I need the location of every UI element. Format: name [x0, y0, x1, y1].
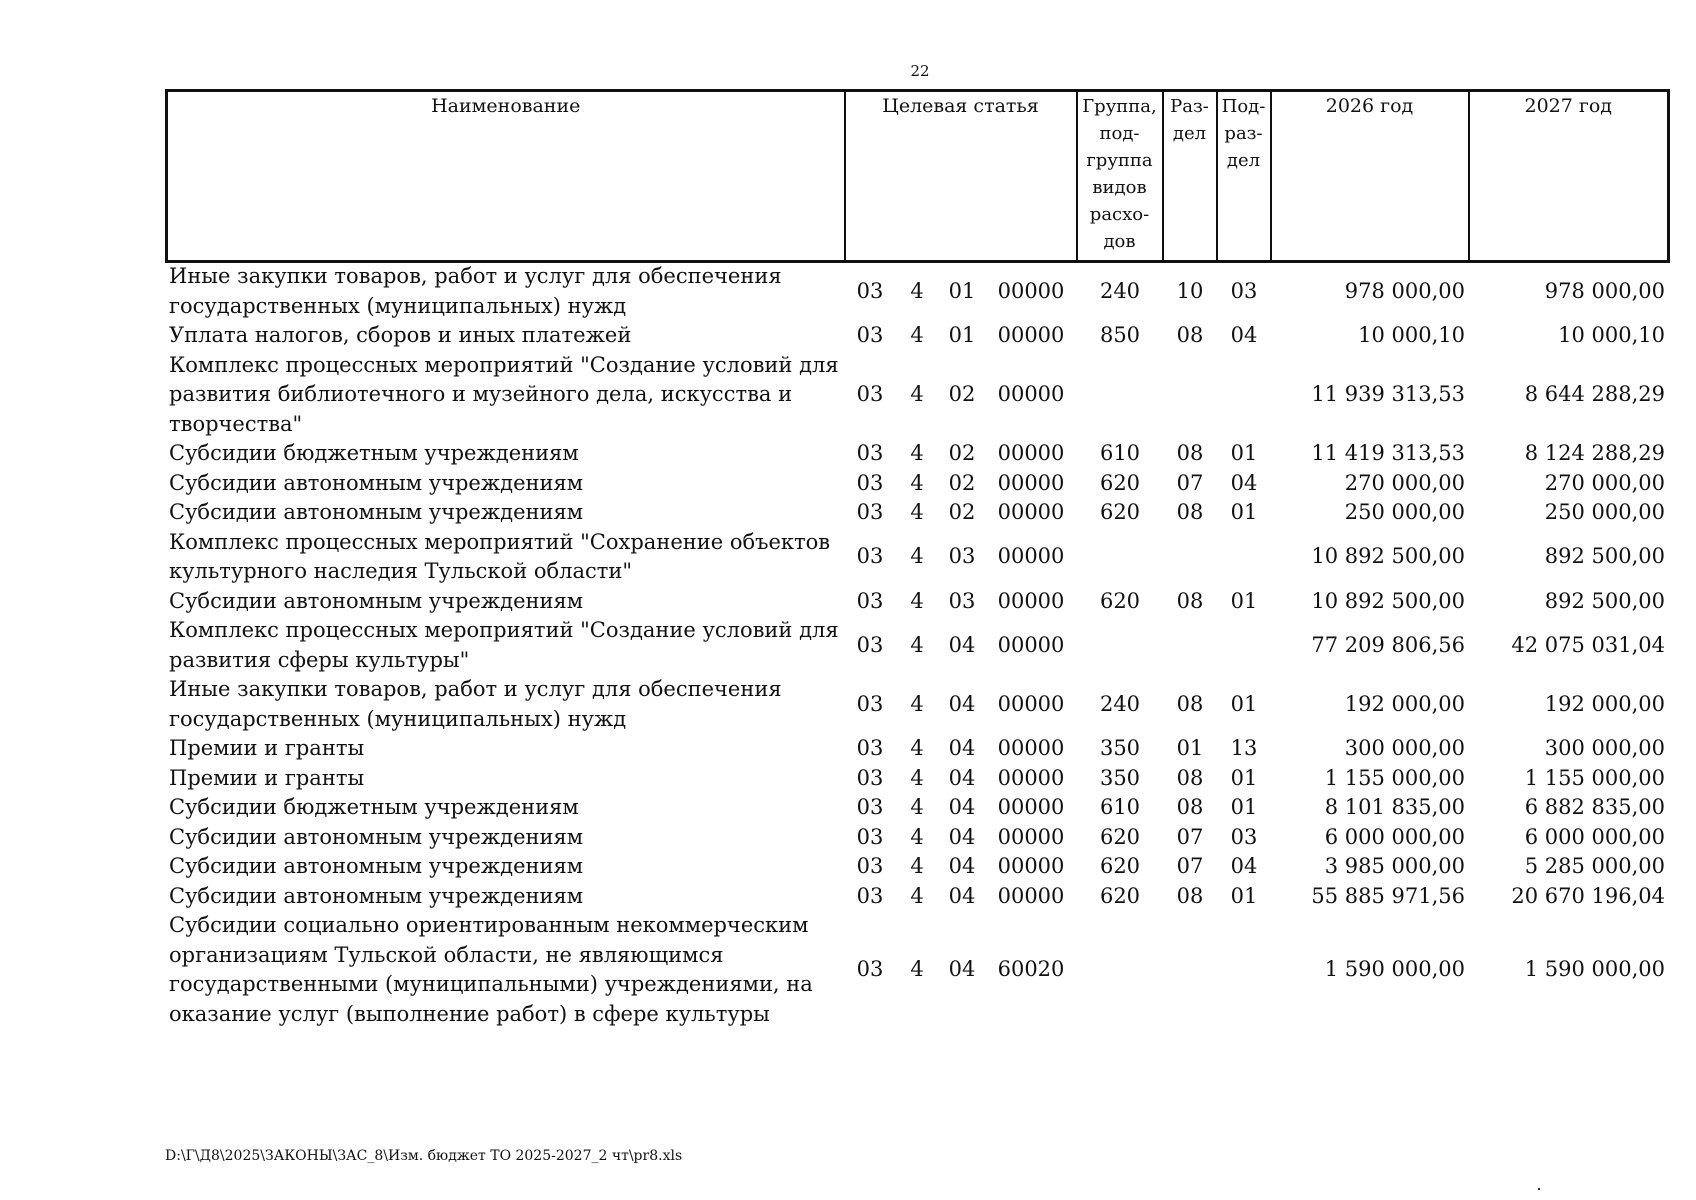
- expense-group: 620: [1099, 500, 1141, 524]
- target-article-program: 03: [856, 691, 884, 716]
- subsection: 04: [1230, 854, 1258, 878]
- target-article-program: 03: [856, 278, 884, 303]
- expense-group: 620: [1099, 470, 1141, 495]
- row-name: Комплекс процессных мероприятий "Сохранение объектов культурного наследия Тульской области": [169, 529, 831, 583]
- expense-group: 240: [1099, 278, 1141, 303]
- target-article-complex: 02: [948, 470, 976, 495]
- target-article-direction: 00000: [997, 544, 1065, 569]
- target-article-complex: 04: [948, 957, 976, 982]
- row-name: Комплекс процессных мероприятий "Создание условий для развития библиотечного и музейного дела, искусства и творчества": [169, 352, 839, 436]
- target-article-program: 03: [856, 765, 884, 790]
- target-article-complex: 04: [948, 691, 976, 716]
- target-article-program: 03: [856, 957, 884, 982]
- table-row: [165, 351, 1669, 440]
- expense-group: 620: [1099, 854, 1141, 878]
- amount-2026: 8 101 835,00: [1324, 795, 1465, 819]
- target-article-program: 03: [856, 883, 884, 908]
- target-article-program: 03: [856, 470, 884, 495]
- amount-2026: 77 209 806,56: [1311, 632, 1465, 657]
- target-article-direction: 00000: [997, 736, 1065, 760]
- target-article-complex: 04: [948, 765, 976, 790]
- section: 07: [1176, 854, 1204, 878]
- footer-file-path: D:\Г\Д8\2025\ЗАКОНЫ\ЗАС_8\Изм. бюджет ТО 2025-2027_2 чт\pr8.xls: [165, 1148, 683, 1164]
- amount-2027: 978 000,00: [1544, 278, 1665, 303]
- table-row: [165, 439, 1669, 469]
- row-name: Комплекс процессных мероприятий "Создание условий для развития сферы культуры": [169, 618, 839, 672]
- target-article-type: 4: [910, 382, 924, 406]
- target-article-program: 03: [856, 441, 884, 465]
- table-row: [165, 734, 1669, 764]
- target-article-direction: 00000: [997, 632, 1065, 657]
- amount-2026: 10 000,10: [1358, 323, 1465, 347]
- header-year-2026: 2026 год: [1271, 91, 1469, 262]
- target-article-direction: 00000: [997, 323, 1065, 347]
- table-row: [165, 882, 1669, 912]
- subsection: 01: [1230, 795, 1258, 819]
- amount-2026: 10 892 500,00: [1311, 588, 1465, 613]
- target-article-type: 4: [910, 957, 924, 982]
- table-row: [165, 262, 1669, 321]
- amount-2027: 42 075 031,04: [1511, 632, 1665, 657]
- subsection: 04: [1230, 323, 1258, 347]
- table-row: [165, 764, 1669, 794]
- row-name: Субсидии автономным учреждениям: [169, 500, 584, 524]
- amount-2027: 892 500,00: [1544, 588, 1665, 613]
- table-row: [165, 823, 1669, 853]
- row-name: Субсидии автономным учреждениям: [169, 824, 584, 849]
- section: 08: [1176, 500, 1204, 524]
- target-article-direction: 00000: [997, 883, 1065, 908]
- target-article-type: 4: [910, 824, 924, 849]
- target-article-program: 03: [856, 795, 884, 819]
- expense-group: [1077, 351, 1163, 440]
- section: 08: [1176, 588, 1204, 613]
- header-year-2027: 2027 год: [1469, 91, 1669, 262]
- expense-group: [1077, 528, 1163, 587]
- section: 08: [1176, 691, 1204, 716]
- target-article-program: 03: [856, 500, 884, 524]
- target-article-complex: 02: [948, 382, 976, 406]
- section: [1163, 911, 1217, 1029]
- subsection: [1217, 528, 1271, 587]
- amount-2026: 11 419 313,53: [1311, 441, 1465, 465]
- table-row: [165, 616, 1669, 675]
- amount-2026: 55 885 971,56: [1311, 883, 1465, 908]
- amount-2027: 300 000,00: [1544, 736, 1665, 760]
- target-article-direction: 00000: [997, 441, 1065, 465]
- amount-2026: 978 000,00: [1344, 278, 1465, 303]
- target-article-type: 4: [910, 588, 924, 613]
- table-row: [165, 321, 1669, 351]
- target-article-direction: 00000: [997, 854, 1065, 878]
- target-article-program: 03: [856, 824, 884, 849]
- target-article-direction: 00000: [997, 824, 1065, 849]
- section: [1163, 351, 1217, 440]
- subsection: [1217, 351, 1271, 440]
- amount-2027: 20 670 196,04: [1511, 883, 1665, 908]
- target-article-complex: 01: [948, 323, 976, 347]
- target-article-type: 4: [910, 765, 924, 790]
- row-name: Субсидии автономным учреждениям: [169, 470, 584, 495]
- target-article-program: 03: [856, 854, 884, 878]
- target-article-type: 4: [910, 470, 924, 495]
- subsection: 01: [1230, 691, 1258, 716]
- expense-group: 620: [1099, 883, 1141, 908]
- target-article-type: 4: [910, 691, 924, 716]
- target-article-program: 03: [856, 588, 884, 613]
- expense-group: 350: [1099, 736, 1141, 760]
- row-name: Иные закупки товаров, работ и услуг для обеспечения государственных (муниципальных) нужд: [169, 677, 782, 731]
- budget-table: [165, 262, 1669, 1029]
- table-row: [165, 852, 1669, 882]
- target-article-complex: 01: [948, 278, 976, 303]
- target-article-complex: 04: [948, 795, 976, 819]
- table-row: [165, 911, 1669, 1029]
- amount-2027: 8 124 288,29: [1524, 441, 1665, 465]
- header-group: Группа, под-группа видов расхо-дов: [1077, 91, 1163, 262]
- amount-2027: 8 644 288,29: [1524, 382, 1665, 406]
- subsection: 13: [1230, 736, 1258, 760]
- target-article-complex: 02: [948, 441, 976, 465]
- target-article-complex: 02: [948, 500, 976, 524]
- target-article-complex: 04: [948, 736, 976, 760]
- table-row: [165, 793, 1669, 823]
- subsection: 03: [1230, 278, 1258, 303]
- section: 08: [1176, 323, 1204, 347]
- target-article-complex: 04: [948, 824, 976, 849]
- amount-2026: 10 892 500,00: [1311, 544, 1465, 569]
- row-name: Субсидии социально ориентированным некоммерческим организациям Тульской области, не являющимся государственными (муниципальными) учреждениями, на оказание услуг (выполнение работ) в сфере культуры: [169, 913, 813, 1026]
- target-article-type: 4: [910, 441, 924, 465]
- target-article-type: 4: [910, 795, 924, 819]
- target-article-direction: 60020: [997, 957, 1065, 982]
- scan-dot: [1538, 1188, 1540, 1190]
- amount-2027: 1 155 000,00: [1524, 765, 1665, 790]
- target-article-program: 03: [856, 323, 884, 347]
- target-article-program: 03: [856, 736, 884, 760]
- section: 10: [1176, 278, 1204, 303]
- section: 08: [1176, 795, 1204, 819]
- row-name: Субсидии автономным учреждениям: [169, 854, 584, 878]
- subsection: 01: [1230, 500, 1258, 524]
- target-article-program: 03: [856, 544, 884, 569]
- amount-2026: 6 000 000,00: [1324, 824, 1465, 849]
- table-row: [165, 498, 1669, 528]
- row-name: Премии и гранты: [169, 765, 365, 790]
- expense-group: 610: [1099, 441, 1141, 465]
- subsection: 01: [1230, 765, 1258, 790]
- amount-2027: 6 882 835,00: [1524, 795, 1665, 819]
- expense-group: 350: [1099, 765, 1141, 790]
- target-article-direction: 00000: [997, 500, 1065, 524]
- target-article-program: 03: [856, 632, 884, 657]
- target-article-complex: 04: [948, 883, 976, 908]
- header-target-article: Целевая статья: [845, 91, 1077, 262]
- target-article-direction: 00000: [997, 765, 1065, 790]
- section: 07: [1176, 470, 1204, 495]
- target-article-program: 03: [856, 382, 884, 406]
- amount-2026: 3 985 000,00: [1324, 854, 1465, 878]
- table-row: [165, 469, 1669, 499]
- amount-2027: 270 000,00: [1544, 470, 1665, 495]
- target-article-direction: 00000: [997, 470, 1065, 495]
- section: [1163, 528, 1217, 587]
- target-article-direction: 00000: [997, 278, 1065, 303]
- amount-2026: 192 000,00: [1344, 691, 1465, 716]
- expense-group: [1077, 616, 1163, 675]
- subsection: 04: [1230, 470, 1258, 495]
- amount-2027: 6 000 000,00: [1524, 824, 1665, 849]
- expense-group: 240: [1099, 691, 1141, 716]
- header-subsection: Под-раз-дел: [1217, 91, 1271, 262]
- target-article-type: 4: [910, 500, 924, 524]
- section: [1163, 616, 1217, 675]
- target-article-complex: 03: [948, 544, 976, 569]
- target-article-type: 4: [910, 323, 924, 347]
- header-name: Наименование: [167, 91, 845, 262]
- table-row: [165, 528, 1669, 587]
- section: 08: [1176, 765, 1204, 790]
- target-article-complex: 04: [948, 854, 976, 878]
- header-section: Раз-дел: [1163, 91, 1217, 262]
- row-name: Субсидии бюджетным учреждениям: [169, 441, 579, 465]
- target-article-direction: 00000: [997, 382, 1065, 406]
- target-article-type: 4: [910, 883, 924, 908]
- target-article-type: 4: [910, 544, 924, 569]
- table-body: [165, 262, 1669, 1029]
- expense-group: 620: [1099, 824, 1141, 849]
- amount-2026: 11 939 313,53: [1311, 382, 1465, 406]
- target-article-direction: 00000: [997, 691, 1065, 716]
- target-article-complex: 04: [948, 632, 976, 657]
- subsection: 01: [1230, 441, 1258, 465]
- subsection: 03: [1230, 824, 1258, 849]
- row-name: Субсидии автономным учреждениям: [169, 883, 584, 908]
- subsection: 01: [1230, 883, 1258, 908]
- amount-2027: 892 500,00: [1544, 544, 1665, 569]
- section: 07: [1176, 824, 1204, 849]
- amount-2026: 300 000,00: [1344, 736, 1465, 760]
- page-number: 22: [910, 62, 930, 80]
- table-row: [165, 675, 1669, 734]
- target-article-type: 4: [910, 632, 924, 657]
- subsection: [1217, 616, 1271, 675]
- expense-group: 610: [1099, 795, 1141, 819]
- target-article-type: 4: [910, 736, 924, 760]
- amount-2026: 1 155 000,00: [1324, 765, 1465, 790]
- expense-group: 850: [1099, 323, 1141, 347]
- table-row: [165, 587, 1669, 617]
- subsection: [1217, 911, 1271, 1029]
- row-name: Субсидии автономным учреждениям: [169, 588, 584, 613]
- row-name: Субсидии бюджетным учреждениям: [169, 795, 579, 819]
- amount-2026: 1 590 000,00: [1324, 957, 1465, 982]
- amount-2027: 192 000,00: [1544, 691, 1665, 716]
- target-article-type: 4: [910, 854, 924, 878]
- expense-group: [1077, 911, 1163, 1029]
- section: 01: [1176, 736, 1204, 760]
- row-name: Иные закупки товаров, работ и услуг для обеспечения государственных (муниципальных) нужд: [169, 264, 782, 318]
- expense-group: 620: [1099, 588, 1141, 613]
- amount-2027: 1 590 000,00: [1524, 957, 1665, 982]
- section: 08: [1176, 883, 1204, 908]
- target-article-type: 4: [910, 278, 924, 303]
- target-article-complex: 03: [948, 588, 976, 613]
- amount-2026: 270 000,00: [1344, 470, 1465, 495]
- row-name: Уплата налогов, сборов и иных платежей: [169, 323, 632, 347]
- amount-2027: 5 285 000,00: [1524, 854, 1665, 878]
- table-header: [165, 89, 1670, 263]
- target-article-direction: 00000: [997, 588, 1065, 613]
- amount-2026: 250 000,00: [1344, 500, 1465, 524]
- section: 08: [1176, 441, 1204, 465]
- amount-2027: 250 000,00: [1544, 500, 1665, 524]
- subsection: 01: [1230, 588, 1258, 613]
- row-name: Премии и гранты: [169, 736, 365, 760]
- amount-2027: 10 000,10: [1558, 323, 1665, 347]
- target-article-direction: 00000: [997, 795, 1065, 819]
